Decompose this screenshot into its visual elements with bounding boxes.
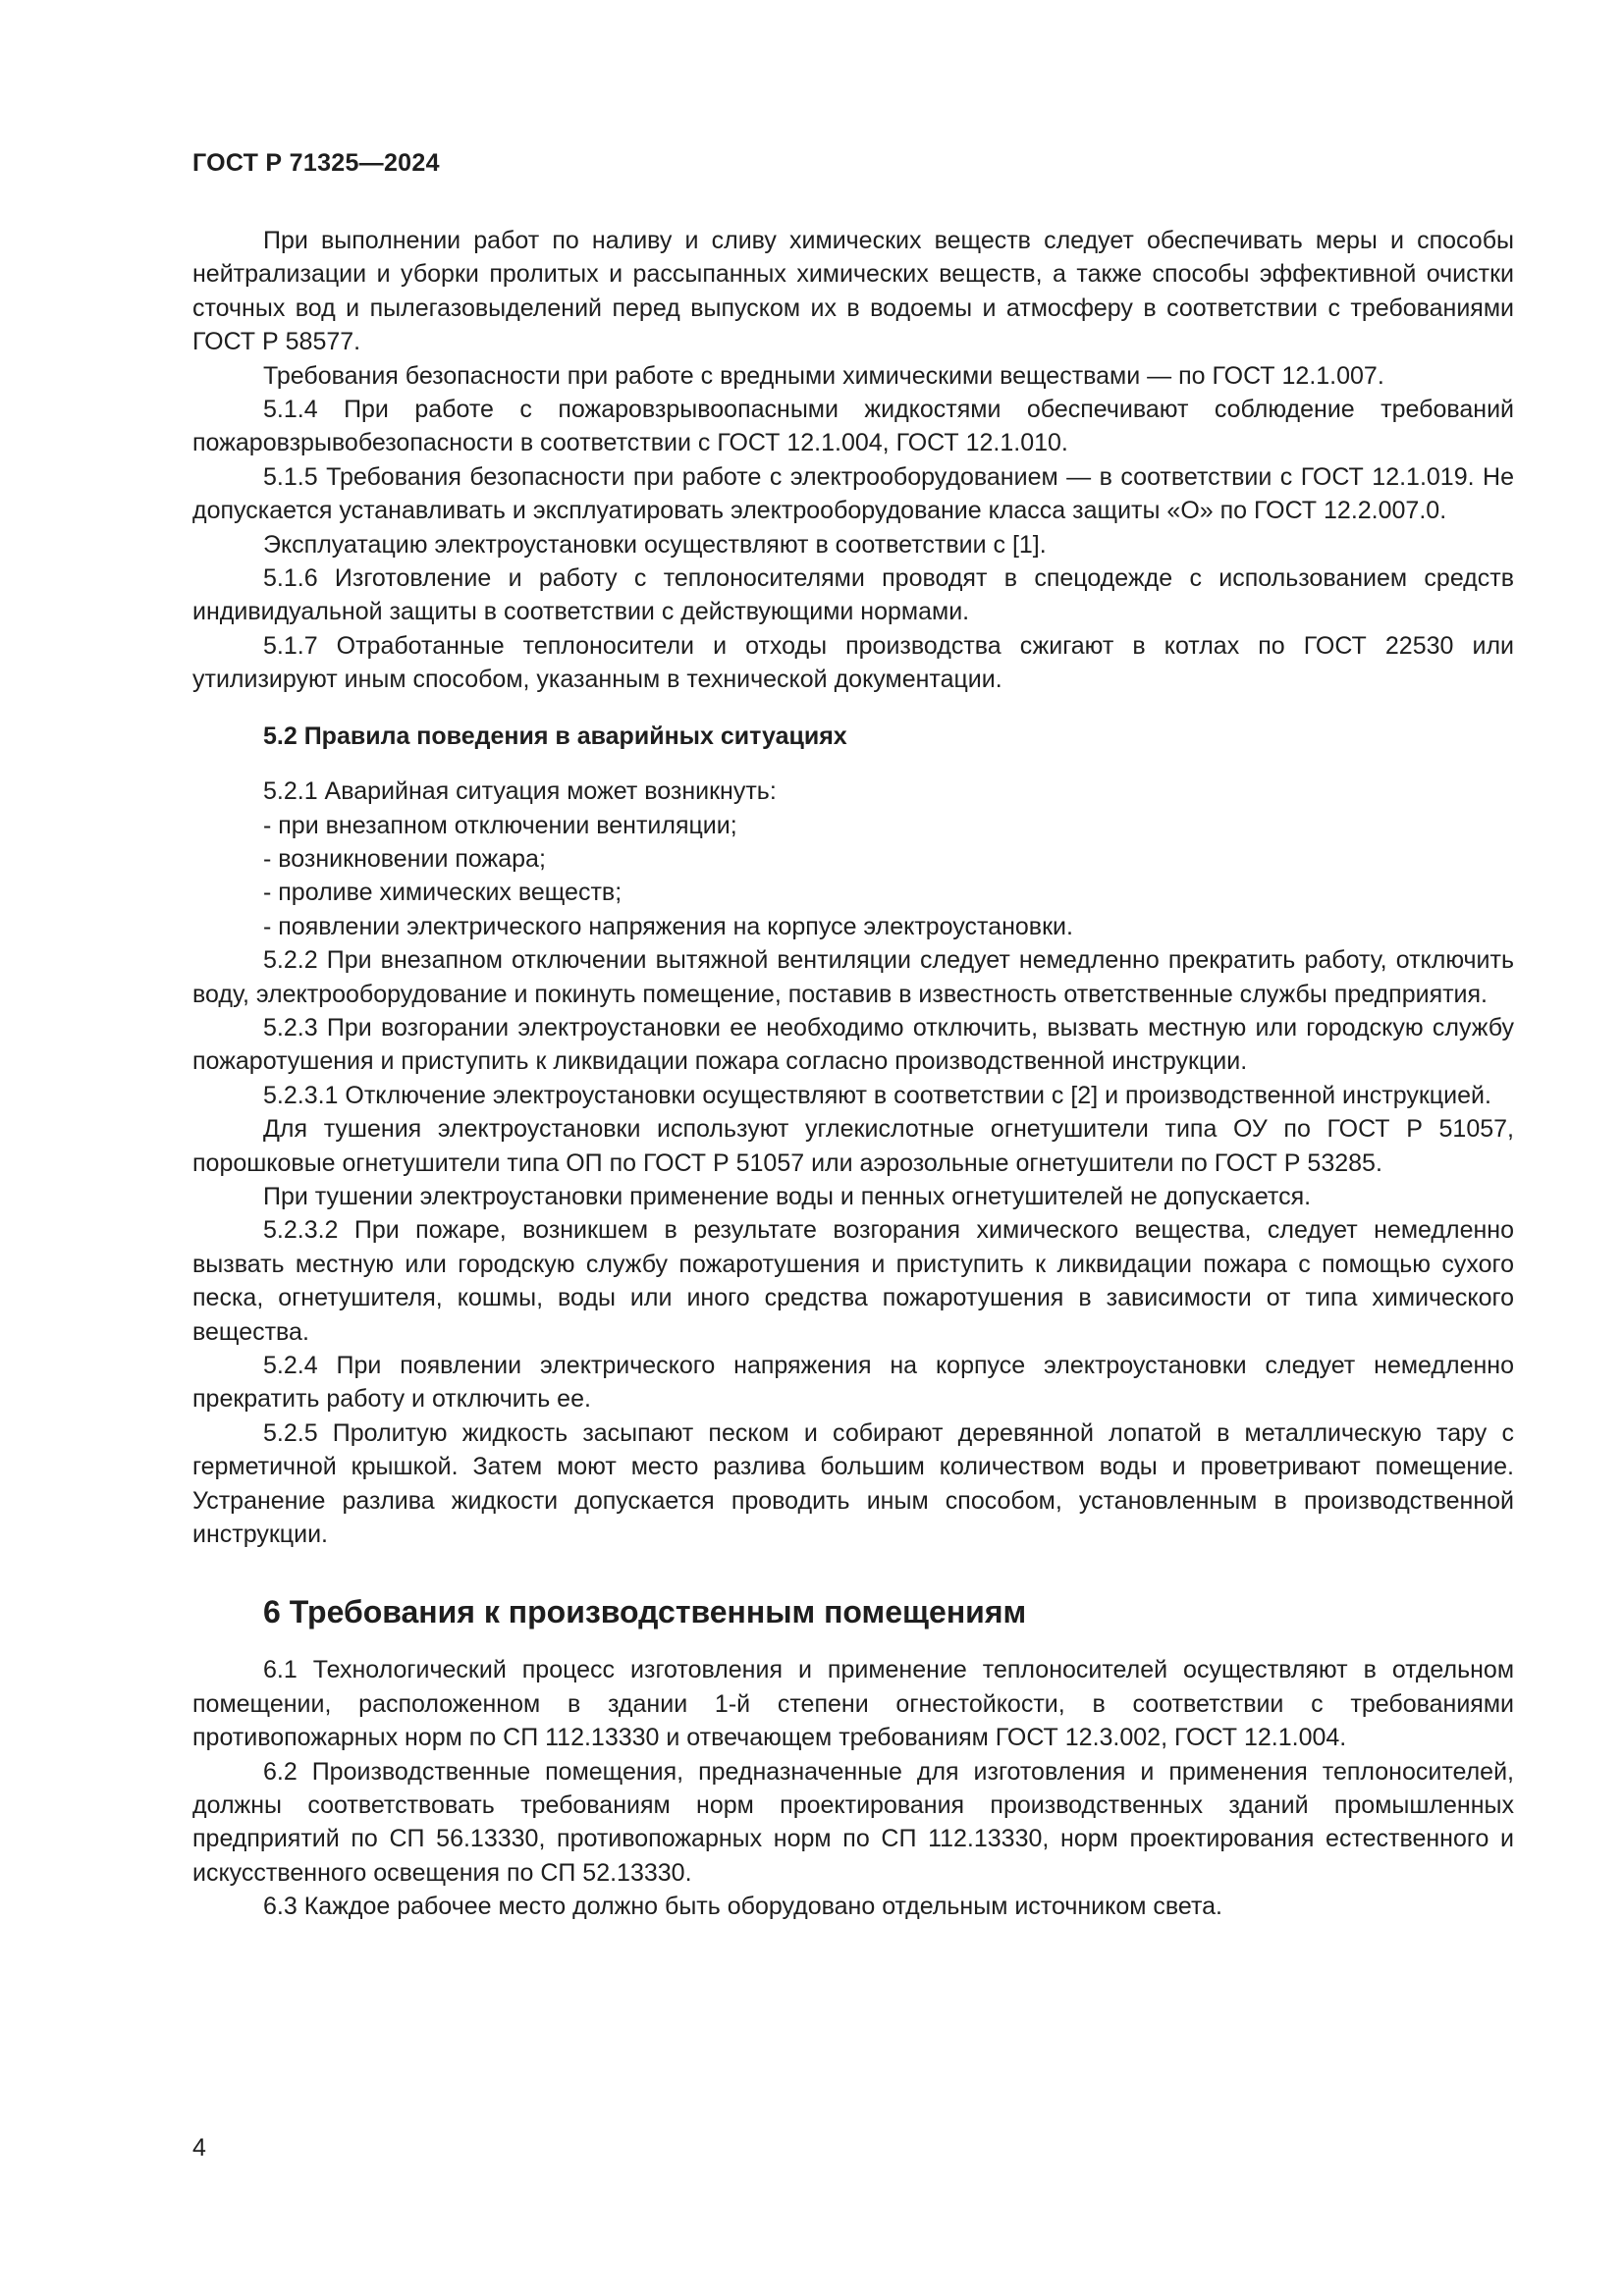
paragraph-5-2-5: 5.2.5 Пролитую жидкость засыпают песком и собирают деревянной лопатой в металлическую тару с герметичной крышкой. Затем моют место разлива большим количеством воды и проветривают помещение. Устранение разлива жидкости допускается проводить иным способом, установленным в производственной инструкции. xyxy=(192,1418,1514,1549)
document-header: ГОСТ Р 71325—2024 xyxy=(192,149,440,177)
list-item: - при внезапном отключении вентиляции; xyxy=(263,811,737,839)
paragraph: Требования безопасности при работе с вредными химическими веществами — по ГОСТ 12.1.007. xyxy=(263,361,1384,390)
paragraph: При тушении электроустановки применение воды и пенных огнетушителей не допускается. xyxy=(263,1182,1312,1210)
paragraph: Эксплуатацию электроустановки осуществляют в соответствии с [1]. xyxy=(263,530,1047,559)
section-heading-6: 6 Требования к производственным помещениям xyxy=(263,1594,1027,1630)
paragraph-5-2-4: 5.2.4 При появлении электрического напряжения на корпусе электроустановки следует немедленно прекратить работу и отключить ее. xyxy=(192,1352,1514,1414)
paragraph-5-1-4: 5.1.4 При работе с пожаровзрывоопасными жидкостями обеспечивают соблюдение требований пожаровзрывобезопасности в соответствии с ГОСТ 12.1.004, ГОСТ 12.1.010. xyxy=(192,396,1514,457)
list-item: - проливе химических веществ; xyxy=(263,879,623,907)
paragraph-5-2-3-2: 5.2.3.2 При пожаре, возникшем в результате возгорания химического вещества, следует немедленно вызвать местную или городскую службу пожаротушения и приступить к ликвидации пожара с помощью сухого песка, огнетушителя, кошмы, воды или иного средства пожаротушения в зависимости от типа химического вещества. xyxy=(192,1216,1514,1346)
paragraph: При выполнении работ по наливу и сливу химических веществ следует обеспечивать меры и способы нейтрализации и уборки пролитых и рассыпанных химических веществ, а также способы эффективной очистки сточных вод и пылегазовыделений перед выпуском их в водоемы и атмосферу в соответствии с требованиями ГОСТ Р 58577. xyxy=(192,227,1514,356)
paragraph-5-2-1: 5.2.1 Аварийная ситуация может возникнуть: xyxy=(263,777,777,806)
section-heading-5-2: 5.2 Правила поведения в аварийных ситуациях xyxy=(263,721,847,750)
list-item: - появлении электрического напряжения на корпусе электроустановки. xyxy=(263,912,1073,940)
paragraph-5-1-6: 5.1.6 Изготовление и работу с теплоносителями проводят в спецодежде с использованием средств индивидуальной защиты в соответствии с действующими нормами. xyxy=(192,564,1514,626)
paragraph: Для тушения электроустановки используют углекислотные огнетушители типа ОУ по ГОСТ Р 51057, порошковые огнетушители типа ОП по ГОСТ Р 51057 или аэрозольные огнетушители по ГОСТ Р 53285. xyxy=(192,1115,1514,1177)
paragraph-5-2-3-1: 5.2.3.1 Отключение электроустановки осуществляют в соответствии с [2] и производственной инструкцией. xyxy=(263,1081,1491,1109)
paragraph-5-2-3: 5.2.3 При возгорании электроустановки ее необходимо отключить, вызвать местную или городскую службу пожаротушения и приступить к ликвидации пожара согласно производственной инструкции. xyxy=(192,1013,1514,1076)
page-number: 4 xyxy=(192,2134,206,2162)
list-item: - возникновении пожара; xyxy=(263,844,546,873)
document-body xyxy=(192,224,1514,1924)
paragraph-6-2: 6.2 Производственные помещения, предназначенные для изготовления и применения теплоносителей, должны соответствовать требованиям норм проектирования производственных зданий промышленных предприятий по СП 56.13330, противопожарных норм по СП 112.13330, норм проектирования естественного и искусственного освещения по СП 52.13330. xyxy=(192,1757,1514,1887)
paragraph-5-1-7: 5.1.7 Отработанные теплоносители и отходы производства сжигают в котлах по ГОСТ 22530 или утилизируют иным способом, указанным в технической документации. xyxy=(192,631,1514,694)
paragraph-5-2-2: 5.2.2 При внезапном отключении вытяжной вентиляции следует немедленно прекратить работу, отключить воду, электрооборудование и покинуть помещение, поставив в известность ответственные службы предприятия. xyxy=(192,946,1514,1008)
paragraph-5-1-5: 5.1.5 Требования безопасности при работе с электрооборудованием — в соответствии с ГОСТ 12.1.019. Не допускается устанавливать и эксплуатировать электрооборудование класса защиты «О» по ГОСТ 12.2.007.0. xyxy=(192,462,1514,525)
paragraph-6-1: 6.1 Технологический процесс изготовления и применение теплоносителей осуществляют в отдельном помещении, расположенном в здании 1-й степени огнестойкости, в соответствии с требованиями противопожарных норм по СП 112.13330 и отвечающем требованиям ГОСТ 12.3.002, ГОСТ 12.1.004. xyxy=(192,1656,1514,1752)
paragraph-6-3: 6.3 Каждое рабочее место должно быть оборудовано отдельным источником света. xyxy=(263,1893,1222,1921)
